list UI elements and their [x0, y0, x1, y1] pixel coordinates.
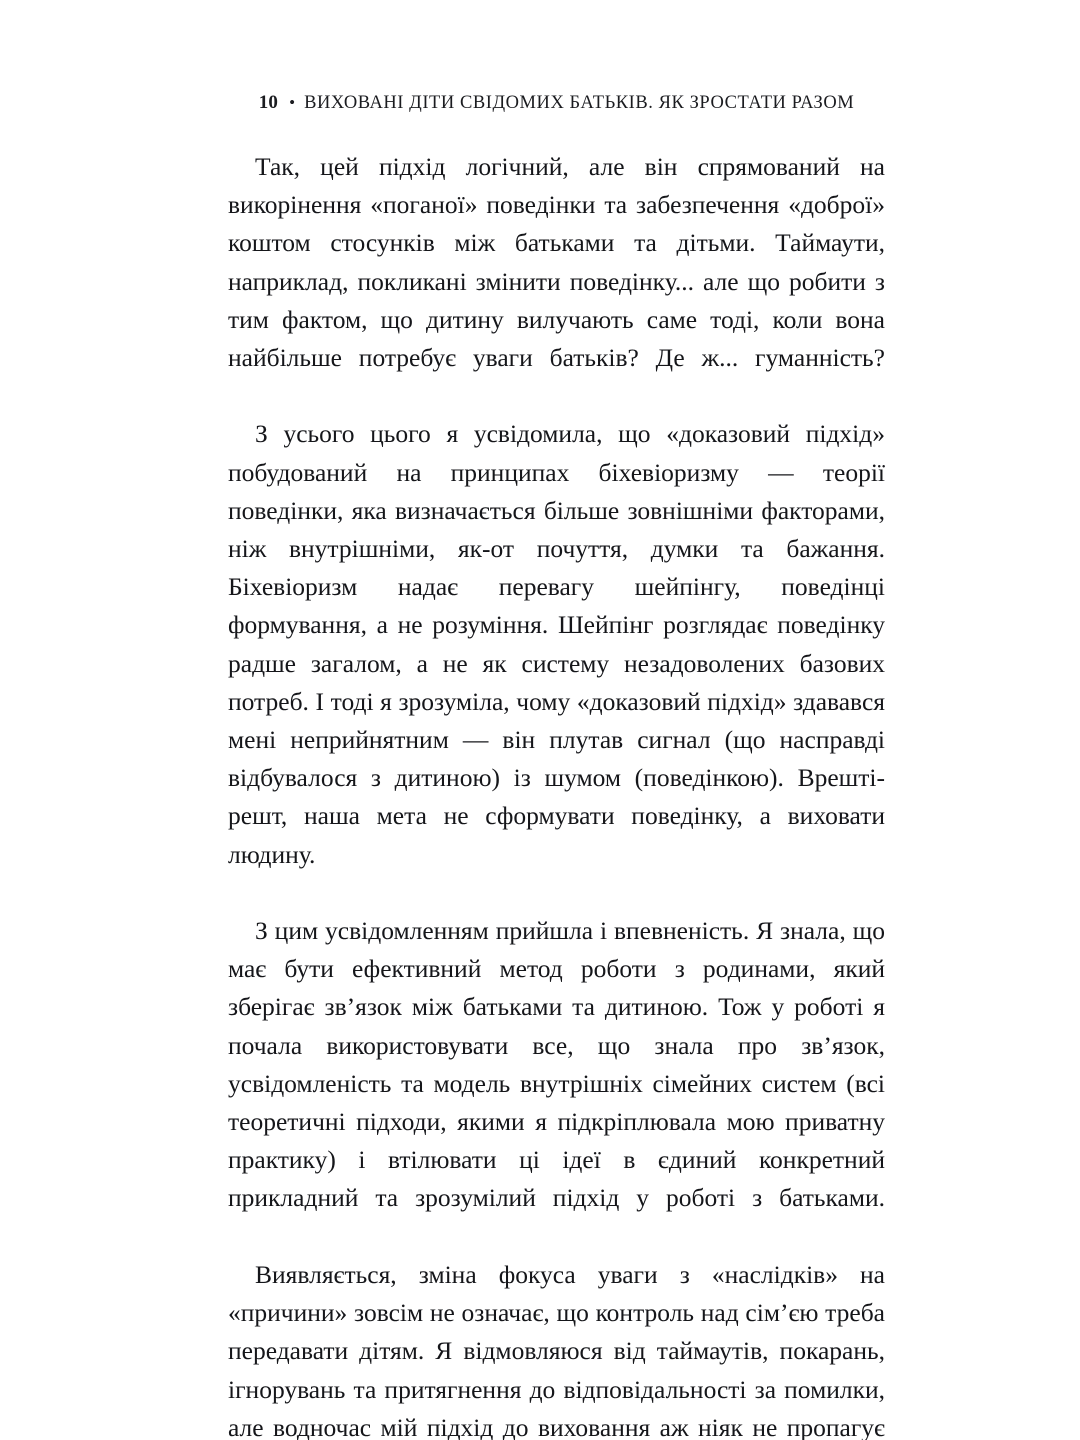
body-text-block: [228, 148, 885, 1440]
page-number: 10: [258, 92, 279, 113]
paragraph: З усього цього я усвідомила, що «доказовий підхід» побудований на принципах біхевіоризму — теорії поведінки, яка визначається більше зовнішніми факторами, ніж внутрішніми, як-от почуття, думки та бажання. Біхевіоризм надає перевагу шейпінгу, поведінці формування, а не розуміння. Шейпінг розглядає поведінку радше загалом, а не як систему незадоволених базових потреб. І тоді я зрозуміла, чому «доказовий підхід» здавався мені неприйнятним — він плутав сигнал (що насправді відбувалося з дитиною) із шумом (поведінкою). Врешті-решт, наша мета не сформувати поведінку, а виховати людину.: [228, 419, 885, 869]
running-head: [228, 90, 885, 116]
bullet-separator-icon: •: [289, 92, 296, 112]
paragraph: Виявляється, зміна фокуса уваги з «наслідків» на «причини» зовсім не означає, що контроль над сім’єю треба передавати дітям. Я відмовляюся від таймаутів, покарань, ігнорувань та притягнення до відповідальності за помилки, але водночас мій підхід до виховання аж ніяк не пропагує: [228, 1259, 885, 1440]
running-head-title: ВИХОВАНІ ДІТИ СВІДОМИХ БАТЬКІВ. ЯК ЗРОСТАТИ РАЗОМ: [304, 92, 855, 113]
paragraph: Так, цей підхід логічний, але він спрямований на викорінення «поганої» поведінки та забезпечення «доброї» коштом стосунків між батьками та дітьми. Таймаути, наприклад, покликані змінити поведінку... але що робити з тим фактом, що дитину вилучають саме тоді, коли вона найбільше потребує уваги батьків? Де ж... гуманність?: [228, 152, 885, 373]
paragraph: З цим усвідомленням прийшла і впевненість. Я знала, що має бути ефективний метод роботи з родинами, який зберігає зв’язок між батьками та дитиною. Тож у роботі я почала використовувати все, що знала про зв’язок, усвідомленість та модель внутрішніх сімейних систем (всі теоретичні підходи, якими я підкріплювала мою приватну практику) і втілювати ці ідеї в єдиний конкретний прикладний та зрозумілий підхід у роботі з батьками.: [228, 916, 885, 1213]
